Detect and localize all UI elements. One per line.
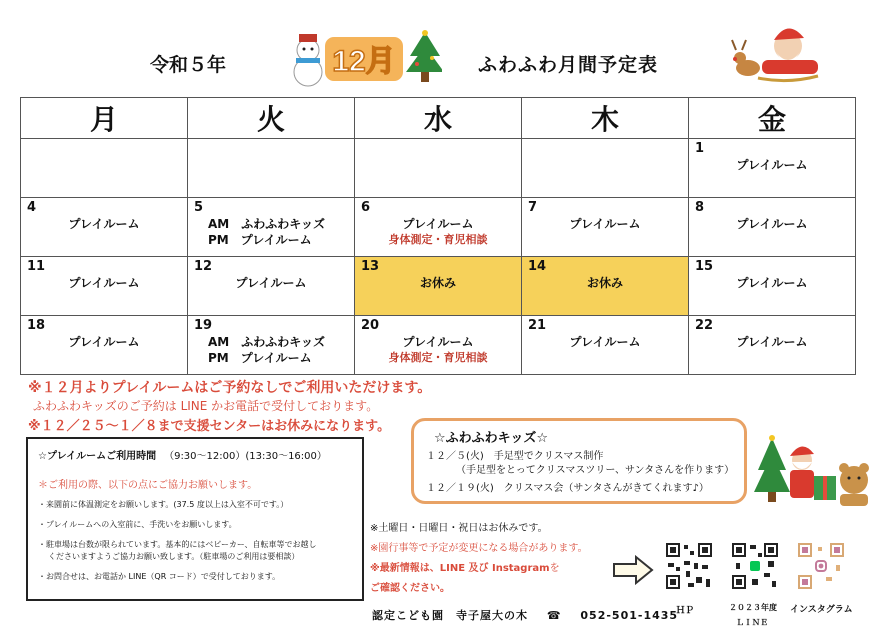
rules-title: ☆プレイルームご利用時間 （9:30～12:00）(13:30～16:00）	[38, 451, 327, 462]
weekday-wed: 水	[355, 98, 522, 139]
week-row	[21, 198, 856, 257]
day-cell	[522, 198, 689, 257]
day-number: 8	[695, 200, 705, 215]
footer	[372, 607, 678, 623]
day-event: プレイルーム	[235, 276, 307, 290]
rules-hours: （9:30～12:00）(13:30～16:00）	[164, 451, 327, 462]
day-cell	[188, 139, 355, 198]
day-number: 18	[27, 318, 46, 333]
kids-title: ☆ふわふわキッズ☆	[434, 431, 549, 446]
day-cell	[188, 198, 355, 257]
qr-label-instagram: インスタグラム	[790, 605, 853, 615]
header-era: 令和５年	[150, 54, 227, 76]
day-number: 13	[361, 259, 380, 274]
day-cell	[689, 198, 856, 257]
day-number: 19	[194, 318, 213, 333]
qr-label-hp: ＨＰ	[676, 606, 695, 616]
note-confirm: ご確認ください。	[370, 583, 450, 594]
note-closed-days: ※土曜日・日曜日・祝日はお休みです。	[370, 523, 548, 534]
day-cell	[188, 257, 355, 316]
playroom-rules-box	[26, 437, 364, 601]
month-badge	[290, 28, 442, 90]
day-cell	[355, 316, 522, 375]
calendar-table	[20, 97, 856, 375]
notice-closure: ※１２／２５～１／８まで支援センターはお休みになります。	[28, 419, 391, 434]
notice-kids-reservation: ふわふわキッズのご予約は LINE かお電話で受付しております。	[33, 399, 379, 413]
day-event: プレイルーム	[736, 158, 808, 172]
rules-item: ・来園前に体温測定をお願いします。(37.5 度以上は入室不可です。）	[38, 500, 289, 509]
qr-label-line: ＬＩＮＥ	[736, 618, 768, 627]
week-row	[21, 257, 856, 316]
day-event: プレイルーム	[68, 217, 140, 231]
day-event-health: 身体測定・育児相談	[388, 233, 488, 246]
day-cell	[689, 316, 856, 375]
week-row	[21, 316, 856, 375]
day-cell	[21, 139, 188, 198]
day-event: プレイルーム	[68, 276, 140, 290]
fuwafuwa-kids-box	[411, 418, 747, 504]
day-number: 7	[528, 200, 538, 215]
day-number: 20	[361, 318, 380, 333]
day-event: お休み	[586, 276, 623, 290]
day-cell	[21, 198, 188, 257]
day-number: 4	[27, 200, 37, 215]
day-cell	[355, 139, 522, 198]
day-cell	[689, 257, 856, 316]
phone-icon: ☎	[546, 609, 562, 622]
arrow-right-icon	[612, 555, 654, 585]
note-latest-info: ※最新情報は、LINE 及び Instagramを	[370, 563, 560, 574]
day-cell	[522, 316, 689, 375]
header-title: ふわふわ月間予定表	[478, 54, 659, 76]
qr-label-line-year: ２０２３年度	[729, 603, 777, 612]
day-event-pm: PM プレイルーム	[208, 351, 312, 365]
day-cell	[188, 316, 355, 375]
weekday-row	[21, 98, 856, 139]
rules-item: ・駐車場は台数が限られています。基本的にはベビーカー、自転車等でお越し	[38, 540, 317, 549]
christmas-decoration-icon	[754, 430, 874, 510]
weekday-mon: 月	[21, 98, 188, 139]
day-event: プレイルーム	[736, 335, 808, 349]
notice-no-reservation: ※１２月よりプレイルームはご予約なしでご利用いただけます。	[28, 380, 432, 396]
day-number: 11	[27, 259, 46, 274]
rules-warning: ＊ご利用の際、以下の点にご協力お願いします。	[38, 480, 258, 491]
week-row	[21, 139, 856, 198]
kids-event: １２／１９(火) クリスマス会（サンタさんがきてくれます♪）	[426, 483, 709, 494]
day-cell	[522, 139, 689, 198]
qr-code-icon-line[interactable]	[730, 541, 780, 591]
notes-block	[370, 519, 588, 599]
day-event: プレイルーム	[68, 335, 140, 349]
rules-item: ・お問合せは、お電話か LINE（QR コード）で受付しております。	[38, 572, 281, 581]
day-cell	[355, 198, 522, 257]
day-event: プレイルーム	[569, 217, 641, 231]
rules-item-continued: くださいますようご協力お願い致します。（駐車場のご利用は要相談）	[48, 552, 300, 561]
day-event: お休み	[419, 276, 456, 290]
rules-item: ・プレイルームへの入室前に、手洗いをお願いします。	[38, 520, 237, 529]
santa-sleigh-icon	[728, 18, 820, 88]
day-event: プレイルーム	[402, 217, 474, 231]
footer-org: 認定こども園 寺子屋大の木	[372, 609, 528, 622]
day-event: プレイルーム	[402, 335, 474, 349]
day-event: プレイルーム	[736, 276, 808, 290]
footer-tel[interactable]: 052-501-1435	[580, 609, 679, 622]
qr-code-icon-hp[interactable]	[664, 541, 714, 591]
day-event-health: 身体測定・育児相談	[388, 351, 488, 364]
day-cell	[21, 257, 188, 316]
day-number: 22	[695, 318, 714, 333]
weekday-tue: 火	[188, 98, 355, 139]
day-event: プレイルーム	[569, 335, 641, 349]
qr-code-icon-instagram[interactable]	[796, 541, 846, 591]
day-cell-holiday	[522, 257, 689, 316]
day-cell	[21, 316, 188, 375]
day-number: 21	[528, 318, 547, 333]
day-number: 1	[695, 141, 705, 156]
note-schedule-change: ※園行事等で予定が変更になる場合があります。	[370, 543, 588, 554]
day-event-pm: PM プレイルーム	[208, 233, 312, 247]
day-event-am: AM ふわふわキッズ	[208, 217, 325, 231]
weekday-thu: 木	[522, 98, 689, 139]
snowman-icon	[294, 34, 322, 86]
month-text: 12月	[332, 45, 396, 78]
day-number: 14	[528, 259, 547, 274]
kids-event: １２／５(火) 手足型でクリスマス制作	[426, 451, 604, 462]
day-number: 6	[361, 200, 371, 215]
day-number: 15	[695, 259, 714, 274]
weekday-fri: 金	[689, 98, 856, 139]
day-cell-holiday	[355, 257, 522, 316]
day-number: 5	[194, 200, 204, 215]
day-event-am: AM ふわふわキッズ	[208, 335, 325, 349]
day-cell	[689, 139, 856, 198]
day-event: プレイルーム	[736, 217, 808, 231]
day-number: 12	[194, 259, 213, 274]
christmas-tree-icon	[406, 30, 442, 82]
kids-event-detail: （手足型をとってクリスマスツリー、サンタさんを作ります）	[456, 465, 735, 476]
